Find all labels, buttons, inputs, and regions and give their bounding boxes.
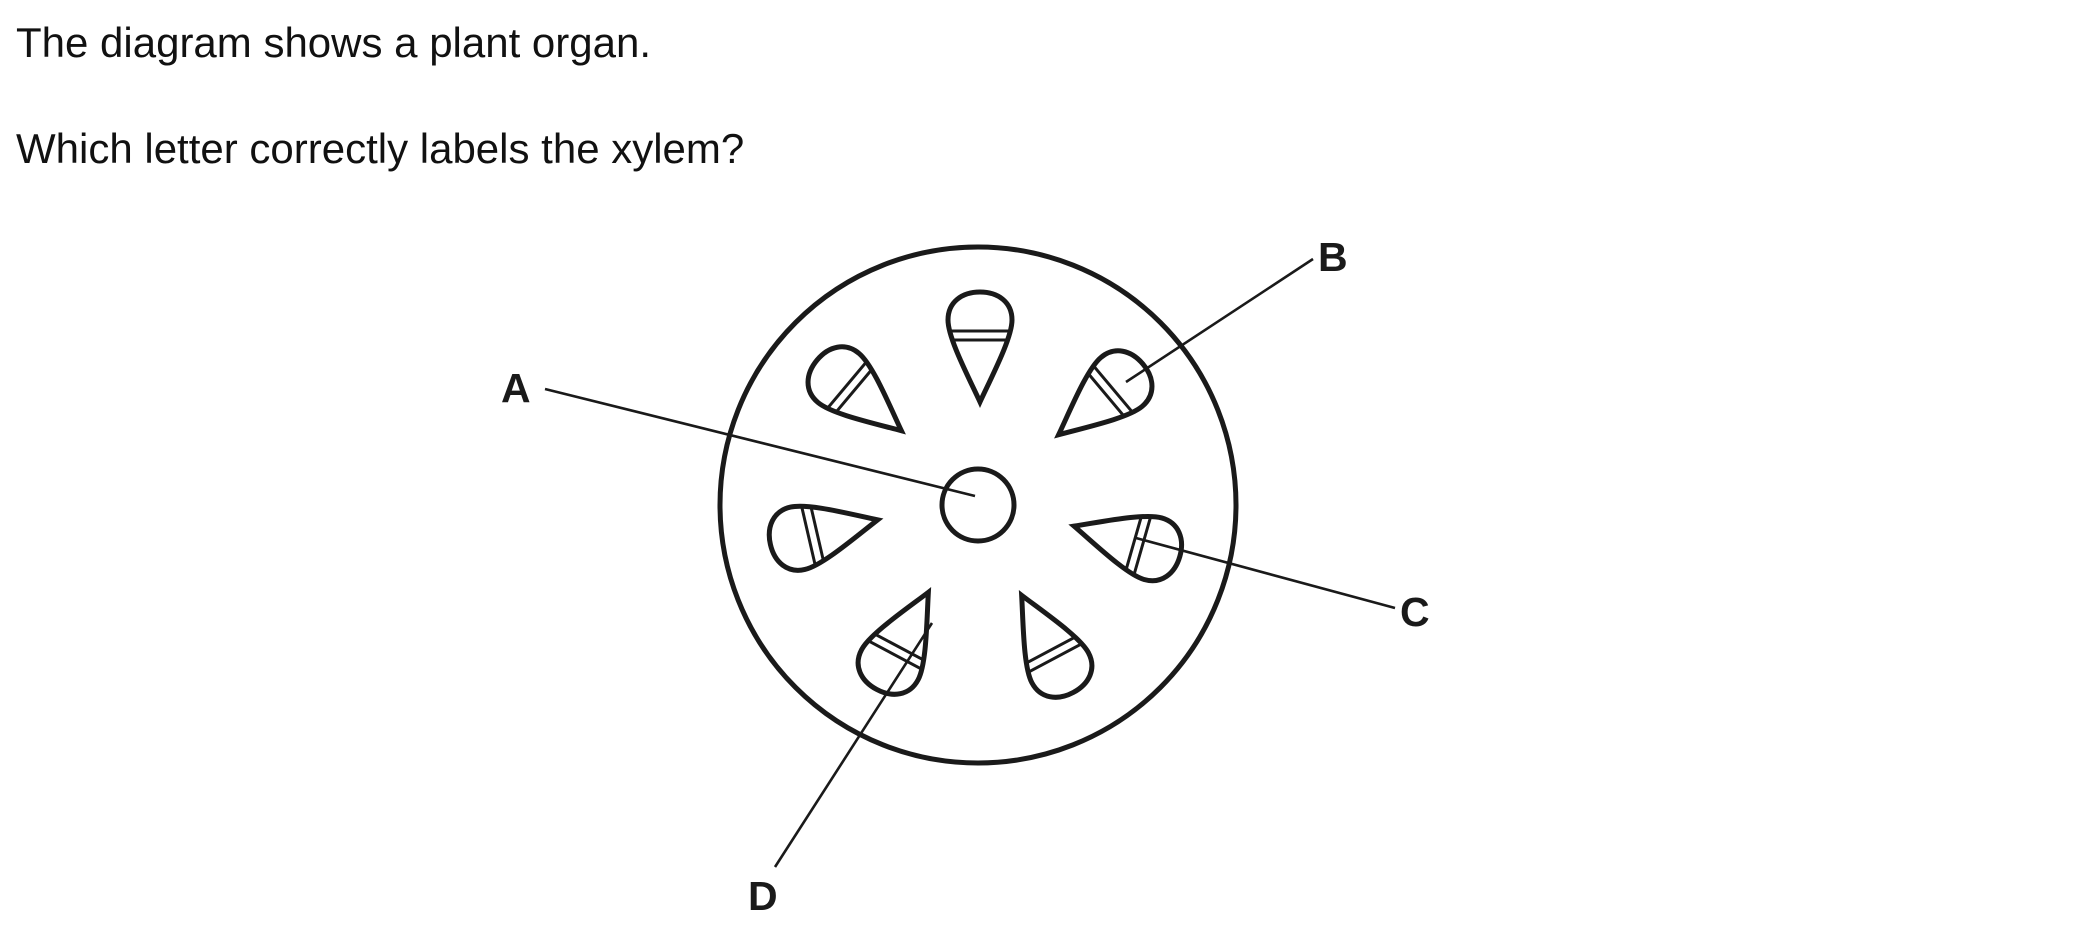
leader-line-d (775, 623, 932, 867)
question-prompt: Which letter correctly labels the xylem? (16, 125, 745, 172)
vascular-bundle (948, 292, 1012, 402)
leader-line-a (545, 389, 975, 496)
question-intro: The diagram shows a plant organ. (16, 19, 652, 66)
label-a: A (501, 365, 531, 411)
label-d: D (748, 873, 778, 919)
vascular-bundle (1038, 339, 1163, 459)
label-b: B (1318, 234, 1348, 280)
leader-line-b (1126, 259, 1313, 382)
vascular-bundle (1065, 495, 1188, 587)
vascular-bundle (763, 489, 885, 576)
vascular-bundle (848, 577, 956, 704)
vascular-bundle (993, 580, 1101, 707)
vascular-bundle (797, 335, 922, 455)
leader-line-c (1136, 538, 1395, 608)
label-c: C (1400, 589, 1430, 635)
central-pith (942, 469, 1014, 541)
